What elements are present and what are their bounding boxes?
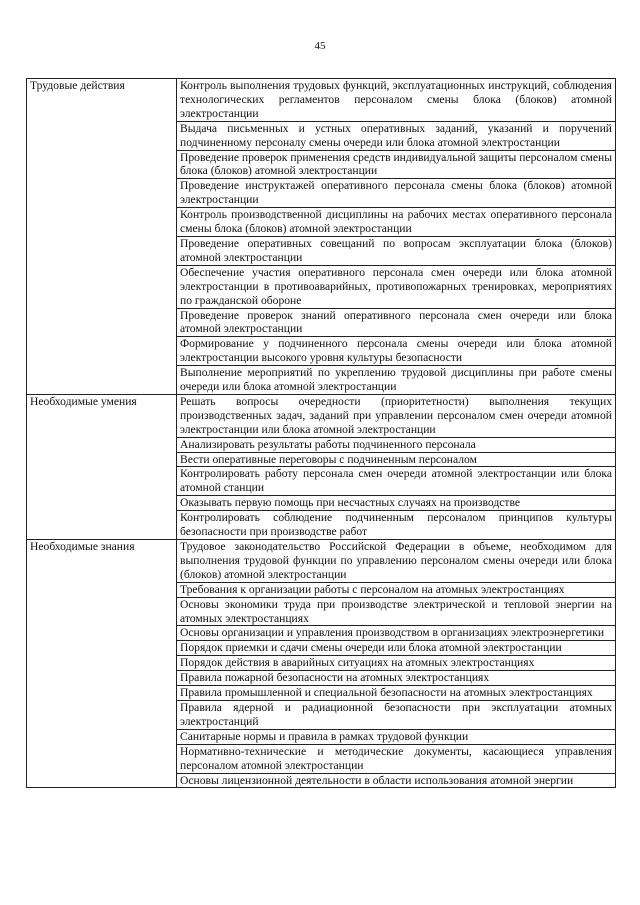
section-item: Выдача письменных и устных оперативных заданий, указаний и поручений подчиненному персоналу смены очереди или блока атомной электростанции [177, 121, 616, 150]
page-number: 45 [314, 40, 326, 52]
section-item: Оказывать первую помощь при несчастных случаях на производстве [177, 496, 616, 511]
section-item: Обеспечение участия оперативного персонала смен очереди или блока атомной электростанции в противоаварийных, противопожарных тренировках, мероприятиях по гражданской обороне [177, 265, 616, 308]
section-label: Трудовые действия [27, 79, 177, 395]
table-row [27, 540, 616, 583]
section-item: Основы лицензионной деятельности в области использования атомной энергии [177, 773, 616, 788]
section-label: Необходимые умения [27, 394, 177, 539]
section-item: Нормативно-технические и методические документы, касающиеся управления персоналом атомной электростанции [177, 744, 616, 773]
section-item: Проведение проверок знаний оперативного персонала смен очереди или блока атомной электростанции [177, 308, 616, 337]
section-item: Основы организации и управления производством в организациях электроэнергетики [177, 626, 616, 641]
requirements-table [26, 78, 616, 788]
section-item: Контроль выполнения трудовых функций, эксплуатационных инструкций, соблюдения технологических регламентов персоналом смены блока (блоков) атомной электростанции [177, 79, 616, 122]
section-item: Порядок действия в аварийных ситуациях на атомных электростанциях [177, 656, 616, 671]
table-row [27, 394, 616, 437]
section-item: Санитарные нормы и правила в рамках трудовой функции [177, 729, 616, 744]
section-item: Контролировать соблюдение подчиненным персоналом принципов культуры безопасности при производстве работ [177, 511, 616, 540]
section-item: Проведение проверок применения средств индивидуальной защиты персоналом смены блока (блоков) атомной электростанции [177, 150, 616, 179]
section-item: Решать вопросы очередности (приоритетности) выполнения текущих производственных задач, заданий при управлении персоналом смен очереди атомной электростанции или блока атомной электростанции [177, 394, 616, 437]
section-item: Проведение оперативных совещаний по вопросам эксплуатации блока (блоков) атомной электростанции [177, 236, 616, 265]
section-item: Основы экономики труда при производстве электрической и тепловой энергии на атомных электростанциях [177, 597, 616, 626]
section-item: Контролировать работу персонала смен очереди атомной электростанции или блока атомной станции [177, 467, 616, 496]
section-item: Формирование у подчиненного персонала смены очереди или блока атомной электростанции высокого уровня культуры безопасности [177, 337, 616, 366]
section-item: Анализировать результаты работы подчиненного персонала [177, 437, 616, 452]
section-item: Требования к организации работы с персоналом на атомных электростанциях [177, 582, 616, 597]
section-label: Необходимые знания [27, 540, 177, 788]
table-row [27, 79, 616, 122]
section-item: Правила промышленной и специальной безопасности на атомных электростанциях [177, 686, 616, 701]
section-item: Проведение инструктажей оперативного персонала смены блока (блоков) атомной электростанции [177, 179, 616, 208]
section-item: Вести оперативные переговоры с подчиненным персоналом [177, 452, 616, 467]
section-item: Трудовое законодательство Российской Федерации в объеме, необходимом для выполнения трудовой функции по управлению персоналом смены очереди или блока (блоков) атомной электростанции [177, 540, 616, 583]
section-item: Правила ядерной и радиационной безопасности при эксплуатации атомных электростанций [177, 700, 616, 729]
section-item: Контроль производственной дисциплины на рабочих местах оперативного персонала смены блока (блоков) атомной электростанции [177, 208, 616, 237]
section-item: Порядок приемки и сдачи смены очереди или блока атомной электростанции [177, 641, 616, 656]
requirements-table-body [27, 79, 616, 788]
section-item: Выполнение мероприятий по укреплению трудовой дисциплины при работе смены очереди или блока атомной электростанции [177, 366, 616, 395]
section-item: Правила пожарной безопасности на атомных электростанциях [177, 671, 616, 686]
